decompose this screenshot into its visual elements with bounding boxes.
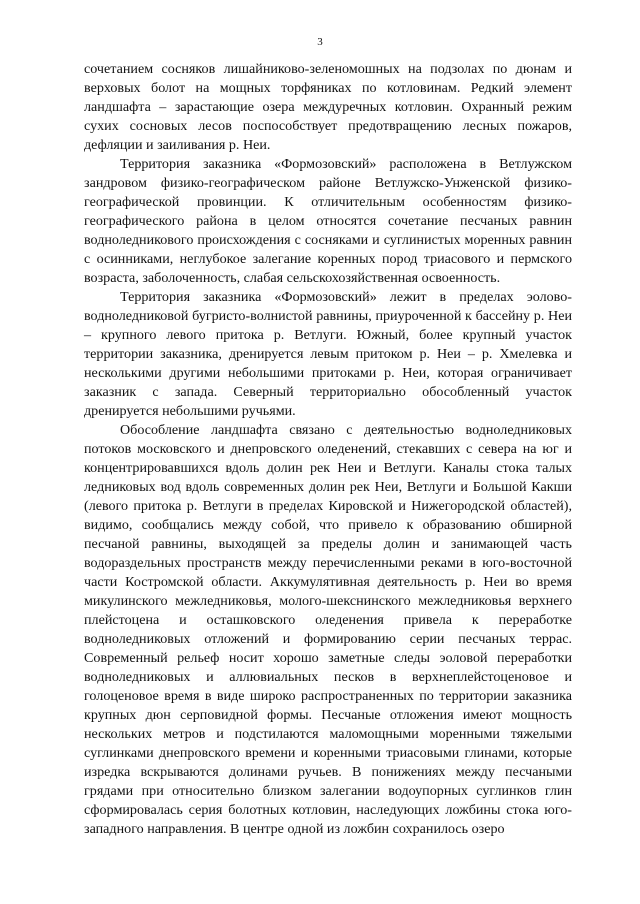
paragraph-geography: Территория заказника «Формозовский» расположена в Ветлужском зандровом физико-географическом районе Ветлужско-Унженской физико-географической провинции. К отличительным особенностям физико-географического района в целом относятся сочетание песчаных равнин водноледникового происхождения с сосняками и суглинистых моренных равнин с осинниками, неглубокое залегание коренных пород триасового и пермского возраста, заболоченность, слабая сельскохозяйственная освоенность. (84, 156, 572, 286)
paragraph-hydrography: Территория заказника «Формозовский» лежит в пределах эолово-водноледниковой бугристо-волнистой равнины, приуроченной к бассейну р. Неи – крупного левого притока р. Ветлуги. Южный, более крупный участок территории заказника, дренируется левым притоком р. Неи – р. Хмелевка и несколькими другими небольшими притоками р. Неи, которая ограничивает заказник с запада. Северный территориально обособленный участок дренируется небольшими ручьями. (84, 289, 572, 419)
paragraph-continuation: сочетанием сосняков лишайниково-зеленомошных на подзолах по дюнам и верховых болот на мощных торфяниках по котловинам. Редкий элемент ландшафта – зарастающие озера междуречных котловин. Охранный режим сухих сосновых лесов поспособствует предотвращению лесных пожаров, дефляции и заиливания р. Неи. (84, 61, 572, 153)
page-number: 3 (317, 36, 323, 48)
paragraph-landscape-origin: Обособление ландшафта связано с деятельностью водноледниковых потоков московского и днепровского оледенений, стекавших с севера на юг и концентрировавшихся вдоль долин рек Неи и Ветлуги. Каналы стока талых ледниковых вод вдоль современных долин рек Неи, Ветлуги и Большой Какши (левого притока р. Ветлуги в пределах Кировской и Нижегородской областей), видимо, сообщались между собой, что привело к образованию обширной песчаной равнины, выходящей за пределы долин и занимающей часть водораздельных пространств между перечисленными реками в юго-восточной части Костромской области. Аккумулятивная деятельность р. Неи во время микулинского межледниковья, молого-шекснинского межледниковья верхнего плейстоцена и осташковского оледенения привела к переработке водноледниковых отложений и формированию серии песчаных террас. Современный рельеф носит хорошо заметные следы эоловой переработки водноледниковых и аллювиальных песков в верхнеплейстоценовое и голоценовое время в виде широко распространенных по территории заказника крупных дюн серповидной формы. Песчаные отложения имеют мощность нескольких метров и подстилаются маломощными моренными тяжелыми суглинками днепровского времени и коренными триасовыми глинами, которые изредка вскрываются долинами ручьев. В понижениях между песчаными грядами при относительно близком залегании водоупорных суглинков глин сформировалась серия болотных котловин, наследующих ложбины стока юго-западного направления. В центре одной из ложбин сохранилось озеро (84, 422, 572, 837)
document-body (84, 60, 572, 839)
